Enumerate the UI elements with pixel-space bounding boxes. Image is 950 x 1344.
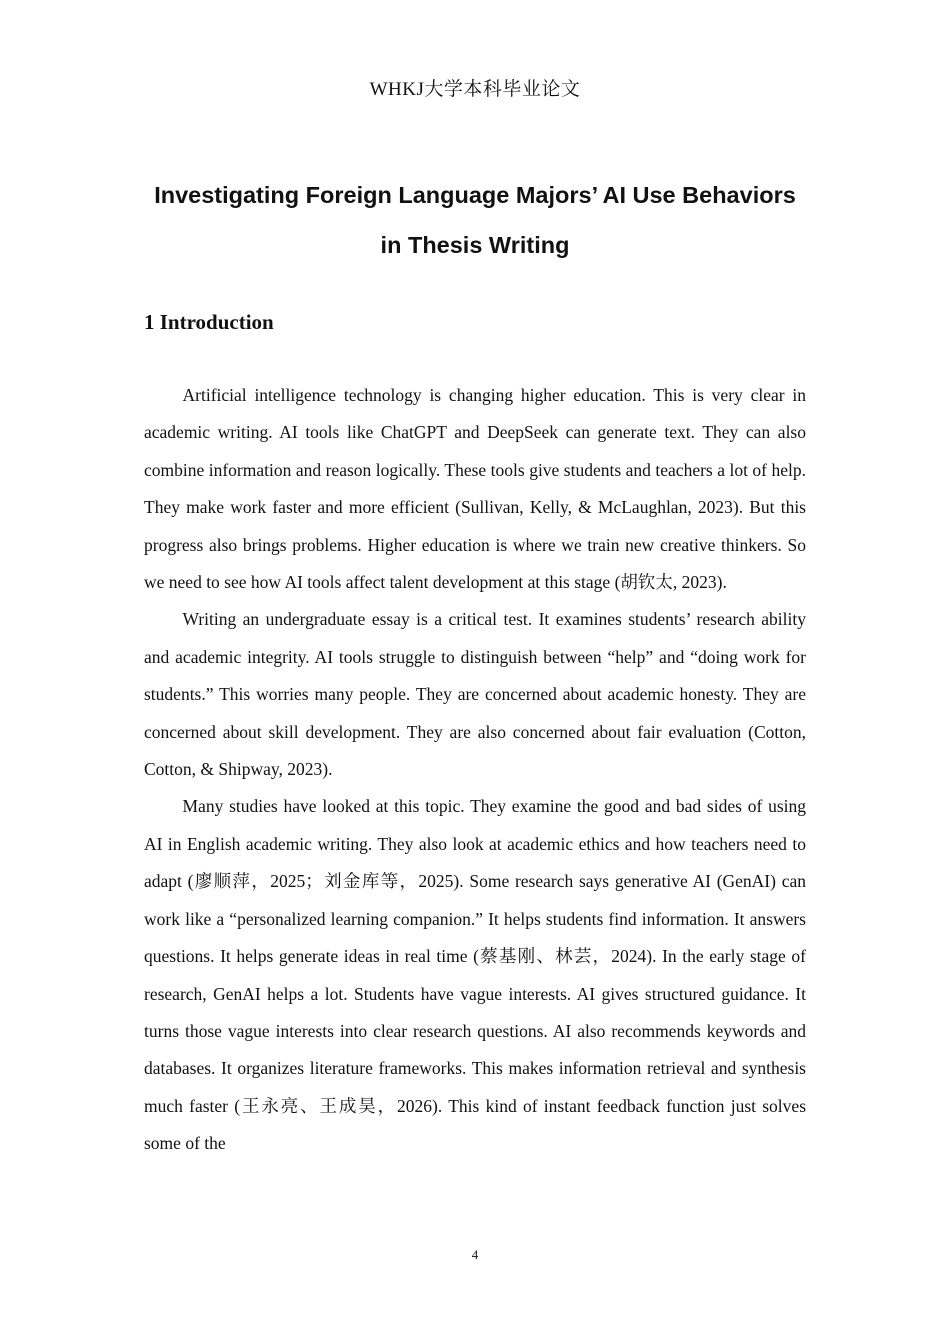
page-number: 4 [471,1247,479,1262]
paragraph: Writing an undergraduate essay is a critical test. It examines students’ research ability and academic integrity. AI tools struggle to distinguish between “help” and “doing work for students.” This worries many people. They are concerned about academic honesty. They are concerned about skill development. They are also concerned about fair evaluation (Cotton, Cotton, & Shipway, 2023). [144,609,806,780]
paragraph: Many studies have looked at this topic. They examine the good and bad sides of using AI in English academic writing. They also look at academic ethics and how teachers need to adapt (廖顺萍，2025；刘金库等，2025). Some research says generative AI (GenAI) can work like a “personalized learning companion.” It helps students find information. It answers questions. It helps generate ideas in real time (蔡基刚、林芸，2024). In the early stage of research, GenAI helps a lot. Students have vague interests. AI gives structured guidance. It turns those vague interests into clear research questions. AI also recommends keywords and databases. It organizes literature frameworks. This makes information retrieval and synthesis much faster (王永亮、王成昊，2026). This kind of instant feedback function just solves some of the [144,796,806,1154]
paragraph: Artificial intelligence technology is changing higher education. This is very clear in academic writing. AI tools like ChatGPT and DeepSeek can generate text. They can also combine information and reason logically. These tools give students and teachers a lot of help. They make work faster and more efficient (Sullivan, Kelly, & McLaughlan, 2023). But this progress also brings problems. Higher education is where we train new creative thinkers. So we need to see how AI tools affect talent development at this stage (胡钦太, 2023). [144,385,806,593]
section-heading: 1 Introduction [144,310,274,334]
body-text [144,377,806,1163]
paper-title-line-1: Investigating Foreign Language Majors’ AI Use Behaviors [154,182,796,208]
paper-title-line-2: in Thesis Writing [380,232,570,258]
running-header: WHKJ大学本科毕业论文 [369,79,581,100]
paper-title [120,170,830,270]
